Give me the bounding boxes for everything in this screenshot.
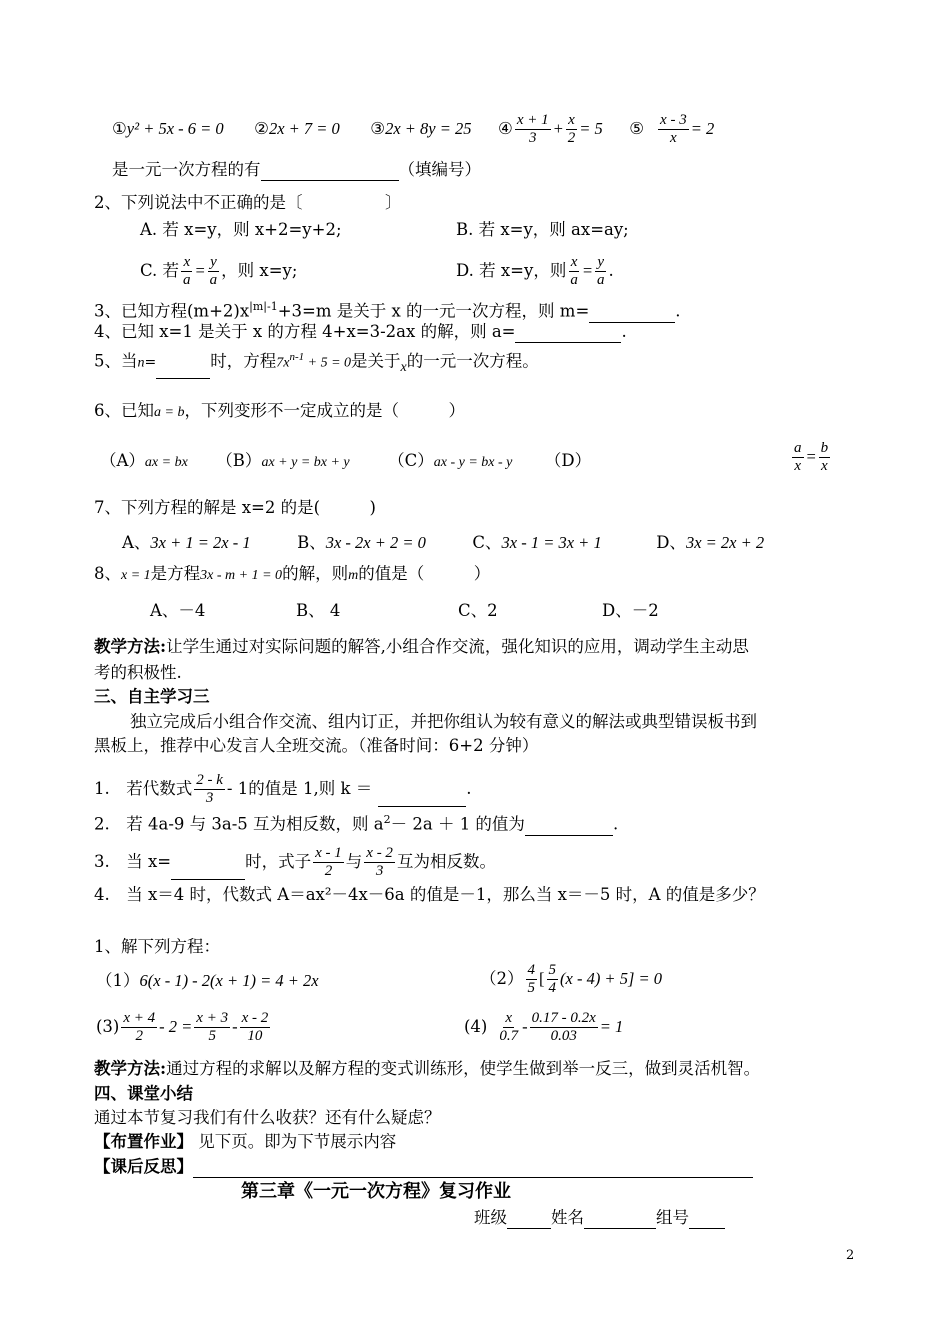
q4-answer-blank[interactable]	[515, 326, 621, 343]
section3-item4: 4. 当 x＝4 时，代数式 A＝ax²－4x－6a 的值是－1，那么当 x＝－5 时，A 的值是多少？	[94, 885, 765, 904]
method1-line1: 教学方法:让学生通过对实际问题的解答,小组合作交流，强化知识的应用，调动学生主动思	[94, 637, 749, 656]
name-blank[interactable]	[584, 1212, 656, 1229]
q1-answer-blank[interactable]	[261, 164, 399, 181]
item2-answer-blank[interactable]	[525, 819, 613, 836]
q7-stem: 7、下列方程的解是 x=2 的是( )	[94, 498, 376, 517]
q3: 3、已知方程$(m+2)x^{|m|-1}+3=m$ 是关于 x 的一元一次方程，则 m= .	[94, 300, 681, 321]
q8-option-c: C、2	[458, 601, 498, 620]
q5-answer-blank[interactable]	[156, 362, 210, 379]
q8-option-d: D、－2	[602, 601, 659, 620]
q4: 4、已知 x=1 是关于 x 的方程 4+x=3-2ax 的解，则 a= .	[94, 322, 627, 341]
method1-line2: 考的积极性.	[94, 663, 182, 682]
q5: 5、当n= 时，方程$7x^{n-1} + 5 = 0$是关于$_x$的一元一次方程。	[94, 346, 539, 379]
section3-para1: 独立完成后小组合作交流、组内订正，并把你组认为较有意义的解法或典型错误板书到	[130, 712, 757, 731]
item1-answer-blank[interactable]	[378, 790, 466, 807]
solve-eq2: （2） $\frac{4}{5}$ [ $\frac{5}{4}$ (x - 4) + 5] = 0	[480, 962, 662, 996]
q7-options: A、3x + 1 = 2x - 1 B、3x - 2x + 2 = 0 C、3x - 1 = 3x + 1 D、3x = 2x + 2	[122, 533, 765, 552]
q8-option-a: A、－4	[150, 601, 206, 620]
q2-option-b: B. 若 x=y，则 ax=ay;	[456, 220, 629, 239]
section3-title: 三、自主学习三	[94, 687, 210, 706]
method2: 教学方法:通过方程的求解以及解方程的变式训练形，使学生做到举一反三，做到灵活机智。	[94, 1059, 761, 1078]
q2-option-a: A. 若 x=y，则 x+2=y+2;	[140, 220, 342, 239]
section4-question: 通过本节复习我们有什么收获？还有什么疑虑？	[94, 1108, 441, 1127]
homework-title: 第三章《一元一次方程》复习作业	[241, 1181, 511, 1202]
q1-eq-2: 2x + 7 = 0	[268, 119, 340, 138]
homework-line: 【布置作业】 见下页。即为下节展示内容	[94, 1132, 397, 1151]
q1-marker-5: ⑤	[629, 119, 645, 138]
student-info: 班级 姓名 组号	[474, 1207, 725, 1229]
reflection-blank[interactable]	[193, 1161, 753, 1178]
q1-eq5-frac: $\frac{x - 3}{x}$	[660, 112, 687, 146]
q1-marker-2: ②	[254, 119, 269, 138]
section3-para2: 黑板上，推荐中心发言人全班交流。（准备时间：6+2 分钟）	[94, 736, 539, 755]
q3-answer-blank[interactable]	[589, 306, 675, 323]
q6-option-d-expr: $\frac{a}{x}$ = $\frac{b}{x}$	[794, 440, 829, 474]
q1-tail: 是一元一次方程的有 （填编号）	[112, 160, 481, 179]
q2-option-d: D. 若 x=y，则 $\frac{x}{a}$ = $\frac{y}{a}$ .	[456, 254, 614, 288]
q1-marker-1: ①	[112, 119, 127, 138]
q8-option-b: B、 4	[296, 601, 341, 620]
q1-eq-1: y² + 5x - 6 = 0	[126, 119, 224, 138]
q1-marker-4: ④	[498, 119, 513, 138]
q2-stem: 2、下列说法中不正确的是〔 〕	[94, 193, 402, 212]
q1-options: ①y² + 5x - 6 = 0 ②2x + 7 = 0 ③2x + 8y = 25 ④ $\frac{x + 1}{3}$ + $\frac{x}{2}$ = 5 ⑤ $\frac{x - 3}{x}$ = 2	[112, 112, 715, 146]
q6-stem: 6、已知a = b，下列变形不一定成立的是（ ）	[94, 401, 465, 420]
item3-answer-blank[interactable]	[171, 863, 245, 880]
section3-item3: 3. 当 x= 时，式子 $\frac{x - 1}{2}$ 与 $\frac{x - 2}{3}$ 互为相反数。	[94, 845, 496, 879]
section3-item1: 1. 若代数式 $\frac{2 - k}{3}$ - 1的值是 1,则 k ＝ .	[94, 772, 472, 806]
solve-eq3: (3) $\frac{x + 4}{2}$ - 2 = $\frac{x + 3}{5}$ - $\frac{x - 2}{10}$	[96, 1010, 269, 1044]
group-number-blank[interactable]	[689, 1212, 725, 1229]
q1-eq-3: 2x + 8y = 25	[385, 119, 472, 138]
q1-eq4-frac2: $\frac{x}{2}$	[567, 112, 576, 146]
q8-stem: 8、x = 1是方程3x - m + 1 = 0的解，则m的值是（ ）	[94, 564, 491, 583]
reflection-line: 【课后反思】	[94, 1156, 753, 1178]
solve-eq4: (4) $\frac{x}{0.7}$ - $\frac{0.17 - 0.2x}{0.03}$ = 1	[464, 1010, 624, 1044]
q6-options: （A）ax = bx （B）ax + y = bx + y （C）ax - y = bx - y （D）	[100, 451, 592, 470]
section3-item2: 2. 若 4a-9 与 3a-5 互为相反数，则 $a^2- 2a + 1$ 的值为 .	[94, 813, 619, 834]
page-number: 2	[846, 1248, 855, 1263]
solve-eq1: （1）6(x - 1) - 2(x + 1) = 4 + 2x	[96, 971, 319, 990]
q1-marker-3: ③	[370, 119, 386, 138]
class-blank[interactable]	[507, 1212, 551, 1229]
section4-title: 四、课堂小结	[94, 1084, 193, 1103]
q2-option-c: C. 若 $\frac{x}{a}$ = $\frac{y}{a}$ ，则 x=y;	[140, 254, 298, 288]
q1-eq4-frac1: $\frac{x + 1}{3}$	[516, 112, 549, 146]
solve-title: 1、解下列方程：	[94, 937, 220, 956]
